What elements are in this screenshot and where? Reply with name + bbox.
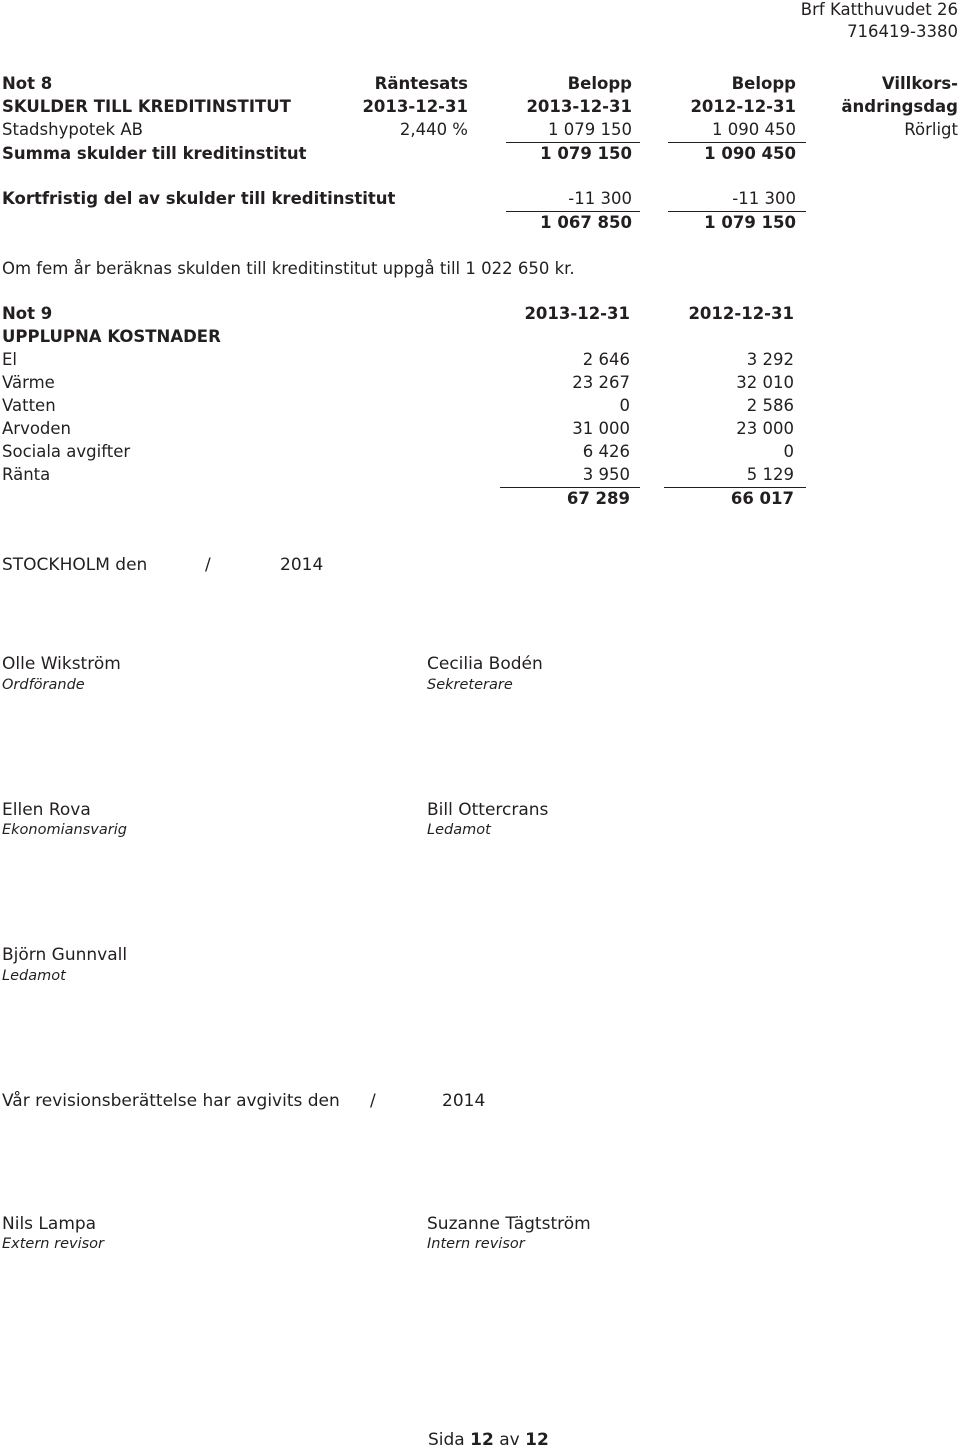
accrual-row-2013: 23 267 bbox=[572, 373, 630, 392]
auditor-role: Extern revisor bbox=[2, 1236, 104, 1252]
short-term-2013: -11 300 bbox=[568, 189, 632, 208]
place-date-label: STOCKHOLM den bbox=[2, 555, 148, 575]
org-name: Brf Katthuvudet 26 bbox=[800, 0, 958, 19]
not9-col-2013: 2013-12-31 bbox=[524, 304, 630, 323]
signatory-role: Ekonomiansvarig bbox=[2, 822, 127, 838]
accrual-total-2013: 67 289 bbox=[566, 489, 630, 508]
col-rate-date: 2013-12-31 bbox=[362, 97, 468, 116]
net-2013: 1 067 850 bbox=[540, 213, 632, 232]
signatory-role: Sekreterare bbox=[427, 677, 513, 693]
col-amount-date-2: 2012-12-31 bbox=[690, 97, 796, 116]
not8-label: Not 8 bbox=[2, 74, 53, 93]
audit-year: 2014 bbox=[442, 1091, 486, 1111]
loan-rate: 2,440 % bbox=[399, 120, 468, 139]
short-term-label: Kortfristig del av skulder till kreditinstitut bbox=[2, 189, 396, 208]
auditor-name: Nils Lampa bbox=[2, 1214, 97, 1234]
loan-terms: Rörligt bbox=[904, 120, 958, 139]
signatory-name: Cecilia Bodén bbox=[427, 654, 543, 674]
org-number: 716419-3380 bbox=[847, 22, 958, 41]
accrual-row-2013: 31 000 bbox=[572, 419, 630, 438]
not9-col-2012: 2012-12-31 bbox=[688, 304, 794, 323]
signatory-name: Ellen Rova bbox=[2, 800, 91, 820]
place-date-slash: / bbox=[205, 555, 211, 575]
page-prefix: Sida bbox=[428, 1430, 465, 1450]
accrual-total-2012: 66 017 bbox=[730, 489, 794, 508]
page-of: av bbox=[499, 1430, 520, 1450]
accrual-row-2012: 23 000 bbox=[736, 419, 794, 438]
accrual-row-label: El bbox=[2, 350, 18, 369]
loan-amount-2013: 1 079 150 bbox=[548, 120, 632, 139]
accrual-row-label: Vatten bbox=[2, 396, 56, 415]
accrual-row-2012: 5 129 bbox=[746, 465, 794, 484]
signatory-role: Ledamot bbox=[2, 968, 66, 984]
auditor-role: Intern revisor bbox=[427, 1236, 525, 1252]
accrual-row-label: Sociala avgifter bbox=[2, 442, 131, 461]
accrual-row-2013: 6 426 bbox=[582, 442, 630, 461]
rule-total-2 bbox=[664, 487, 806, 488]
accrual-row-2013: 0 bbox=[619, 396, 630, 415]
not9-title: UPPLUPNA KOSTNADER bbox=[2, 327, 221, 346]
accrual-row-label: Arvoden bbox=[2, 419, 72, 438]
audit-statement: Vår revisionsberättelse har avgivits den bbox=[2, 1091, 340, 1111]
loan-amount-2012: 1 090 450 bbox=[712, 120, 796, 139]
net-2012: 1 079 150 bbox=[704, 213, 796, 232]
short-term-2012: -11 300 bbox=[732, 189, 796, 208]
auditor-name: Suzanne Tägtström bbox=[427, 1214, 591, 1234]
signatory-name: Björn Gunnvall bbox=[2, 945, 128, 965]
sum-label: Summa skulder till kreditinstitut bbox=[2, 144, 307, 163]
accrual-row-2012: 32 010 bbox=[736, 373, 794, 392]
rule-net-1 bbox=[506, 211, 640, 212]
accrual-row-2013: 2 646 bbox=[582, 350, 630, 369]
signatory-role: Ledamot bbox=[427, 822, 491, 838]
loan-lender: Stadshypotek AB bbox=[2, 120, 143, 139]
signatory-name: Bill Ottercrans bbox=[427, 800, 549, 820]
accrual-row-2012: 0 bbox=[783, 442, 794, 461]
place-date-year: 2014 bbox=[280, 555, 324, 575]
col-amount-head-1: Belopp bbox=[567, 74, 632, 93]
rule-total-1 bbox=[500, 487, 640, 488]
audit-slash: / bbox=[370, 1091, 376, 1111]
col-amount-head-2: Belopp bbox=[731, 74, 796, 93]
page-number: 12 bbox=[470, 1430, 494, 1450]
rule-sum-2 bbox=[668, 142, 806, 143]
accrual-row-2012: 2 586 bbox=[746, 396, 794, 415]
sum-2013: 1 079 150 bbox=[540, 144, 632, 163]
col-terms-head: Villkors- bbox=[881, 74, 958, 93]
rule-net-2 bbox=[668, 211, 806, 212]
col-terms-date: ändringsdag bbox=[841, 97, 958, 116]
col-rate-head: Räntesats bbox=[374, 74, 468, 93]
accrual-row-2013: 3 950 bbox=[582, 465, 630, 484]
not8-note: Om fem år beräknas skulden till kreditinstitut uppgå till 1 022 650 kr. bbox=[2, 259, 575, 278]
not9-label: Not 9 bbox=[2, 304, 53, 323]
signatory-name: Olle Wikström bbox=[2, 654, 121, 674]
page-total: 12 bbox=[525, 1430, 549, 1450]
accrual-row-2012: 3 292 bbox=[746, 350, 794, 369]
page-footer bbox=[428, 1430, 549, 1450]
sum-2012: 1 090 450 bbox=[704, 144, 796, 163]
signatory-role: Ordförande bbox=[2, 677, 85, 693]
accrual-row-label: Värme bbox=[2, 373, 55, 392]
rule-sum-1 bbox=[506, 142, 640, 143]
not8-title: SKULDER TILL KREDITINSTITUT bbox=[2, 97, 291, 116]
col-amount-date-1: 2013-12-31 bbox=[526, 97, 632, 116]
accrual-row-label: Ränta bbox=[2, 465, 51, 484]
